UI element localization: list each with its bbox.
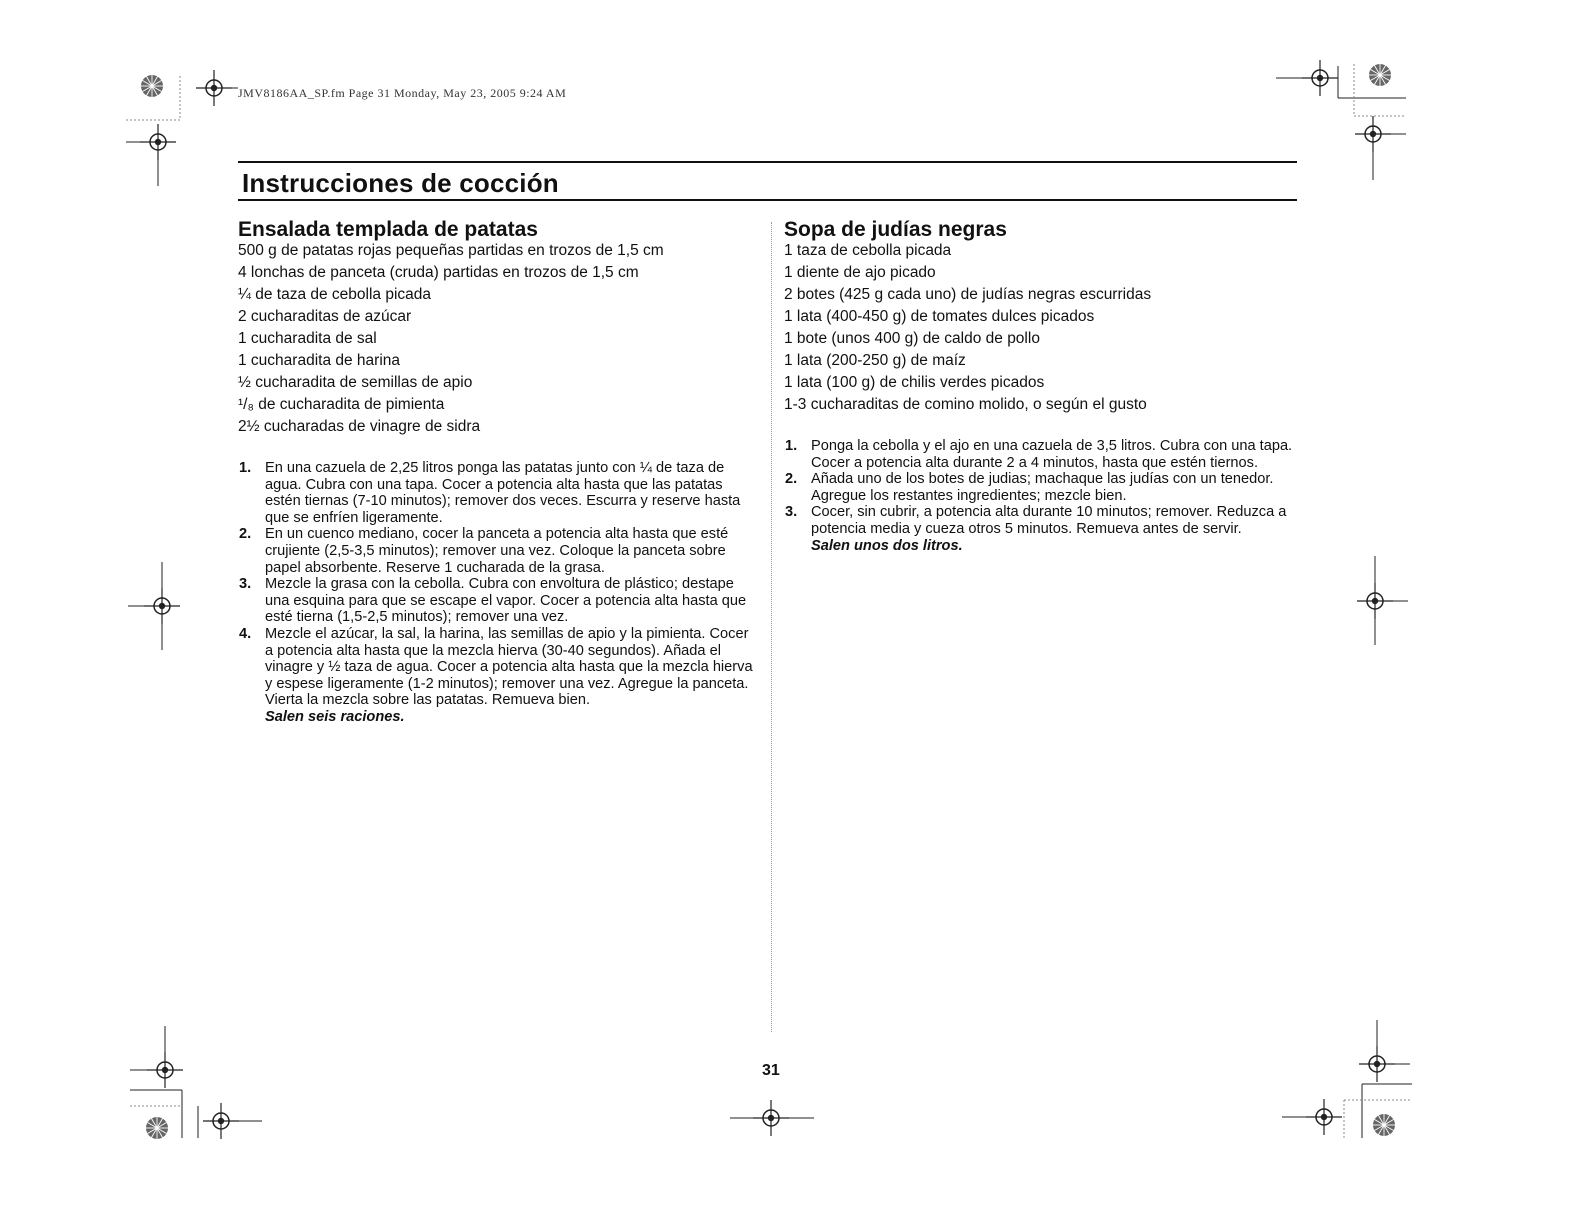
title-rule-bottom	[238, 199, 1297, 201]
ingredient: 2 botes (425 g cada uno) de judías negras escurridas	[784, 286, 1152, 303]
ingredient: 2½ cucharadas de vinagre de sidra	[238, 418, 481, 435]
step-text: Mezcle el azúcar, la sal, la harina, las semillas de apio y la pimienta. Cocer a potencia alta hasta que la mezcla hierva (30-40 segundos). Añada el vinagre y ½ taza de agua. Cocer a potencia alta hasta que la mezcla hierva y espese ligeramente (1-2 minutos); remover una vez. Agregue la panceta. Vierta la mezcla sobre las patatas. Remueva bien.	[265, 625, 753, 709]
ingredient: ¼ de taza de cebolla picada	[238, 286, 432, 303]
title-rule-top	[238, 161, 1297, 163]
ingredient: 1 cucharadita de harina	[238, 352, 401, 369]
ingredient: 1 diente de ajo picado	[784, 264, 936, 281]
step-list	[784, 438, 1304, 554]
step	[238, 576, 758, 626]
step-text: Añada uno de los botes de judias; machaque las judías con un tenedor. Agregue los restantes ingredientes; mezcle bien.	[811, 471, 1274, 504]
page-number: 31	[762, 1062, 780, 1079]
step	[238, 626, 758, 726]
ingredient: 1 cucharadita de sal	[238, 330, 377, 347]
ingredient-list	[784, 240, 1304, 416]
column-divider	[771, 222, 772, 1032]
ingredient: 1 bote (unos 400 g) de caldo de pollo	[784, 330, 1040, 347]
printer-info: JMV8186AA_SP.fm Page 31 Monday, May 23, 2005 9:24 AM	[238, 86, 567, 100]
recipe-black-bean-soup	[784, 216, 1304, 554]
ingredient: 1 lata (100 g) de chilis verdes picados	[784, 374, 1045, 391]
step-number: 3.	[785, 504, 798, 521]
step	[784, 504, 1304, 554]
ingredient: 2 cucharaditas de azúcar	[238, 308, 412, 325]
step	[784, 471, 1304, 504]
step-number: 1.	[785, 438, 798, 454]
ingredient-list	[238, 240, 758, 438]
recipe-title: Sopa de judías negras	[784, 218, 1007, 241]
step-text: Mezcle la grasa con la cebolla. Cubra con envoltura de plástico; destape una esquina para que se escape el vapor. Cocer a potencia alta hasta que esté tierna (1,5-2,5 minutos); remover una vez.	[265, 576, 747, 626]
step-text: Cocer, sin cubrir, a potencia alta durante 10 minutos; remover. Reduzca a potencia media y cueza otros 5 minutos. Remueva antes de servir.	[811, 504, 1287, 537]
step	[784, 438, 1304, 471]
ingredient: ½ cucharadita de semillas de apio	[238, 374, 473, 391]
step-number: 4.	[239, 625, 252, 642]
step-number: 1.	[239, 460, 252, 476]
step-number: 2.	[239, 526, 252, 543]
step-text: En una cazuela de 2,25 litros ponga las patatas junto con ¼ de taza de agua. Cubra con una tapa. Cocer a potencia alta hasta que las patatas estén tiernas (7-10 minutos); remover dos veces. Escurra y reserve hasta que se enfríen ligeramente.	[265, 460, 741, 526]
ingredient: 500 g de patatas rojas pequeñas partidas en trozos de 1,5 cm	[238, 242, 664, 259]
ingredient: 4 lonchas de panceta (cruda) partidas en trozos de 1,5 cm	[238, 264, 639, 281]
step-list	[238, 460, 758, 726]
recipe-yield: Salen seis raciones.	[265, 708, 405, 725]
step-number: 3.	[239, 576, 252, 593]
step-number: 2.	[785, 471, 798, 488]
step	[238, 460, 758, 526]
ingredient: 1 lata (400-450 g) de tomates dulces picados	[784, 308, 1095, 325]
step	[238, 526, 758, 576]
ingredient: 1 taza de cebolla picada	[784, 242, 952, 259]
recipe-yield: Salen unos dos litros.	[811, 537, 963, 554]
step-text: En un cuenco mediano, cocer la panceta a potencia alta hasta que esté crujiente (2,5-3,5 minutos); remover una vez. Coloque la panceta sobre papel absorbente. Reserve 1 cucharada de la grasa.	[265, 526, 729, 576]
page-title: Instrucciones de cocción	[242, 168, 559, 198]
ingredient: ¹/₈ de cucharadita de pimienta	[238, 396, 445, 413]
step-text: Ponga la cebolla y el ajo en una cazuela de 3,5 litros. Cubra con una tapa. Cocer a potencia alta durante 2 a 4 minutos, hasta que estén tiernos.	[811, 438, 1293, 471]
recipe-warm-potato-salad	[238, 216, 758, 726]
ingredient: 1-3 cucharaditas de comino molido, o según el gusto	[784, 396, 1147, 413]
recipe-title: Ensalada templada de patatas	[238, 218, 538, 241]
ingredient: 1 lata (200-250 g) de maíz	[784, 352, 966, 369]
